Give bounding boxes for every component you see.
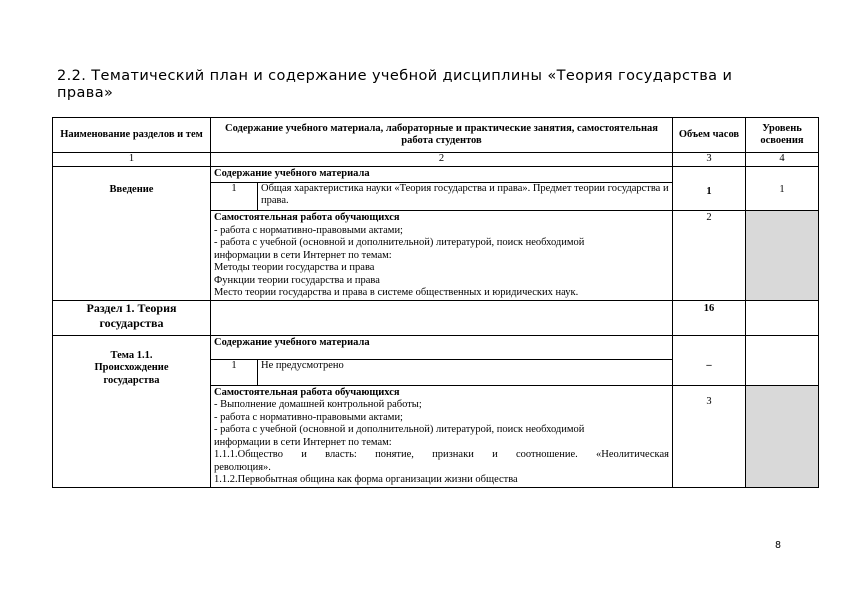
column-number: 3	[673, 153, 746, 167]
section1-name: Раздел 1. Теория государства	[53, 300, 211, 335]
topic11-item-number: 1	[211, 360, 258, 385]
topic11-sr-heading: Самостоятельная работа обучающихся	[214, 386, 400, 398]
grey-cell	[746, 211, 819, 301]
intro-sr-line: - работа с нормативно-правовыми актами;	[214, 224, 403, 236]
table-row	[53, 167, 819, 211]
intro-hours: 1	[673, 167, 746, 211]
page-number: 8	[775, 540, 782, 551]
intro-sr-line: Функции теории государства и права	[214, 274, 380, 286]
intro-item-table	[211, 182, 672, 211]
intro-sr-line: информации в сети Интернет по темам:	[214, 249, 392, 261]
section1-hours: 16	[673, 300, 746, 335]
column-numbers-row	[53, 153, 819, 167]
topic11-hours: –	[673, 335, 746, 385]
intro-item-number: 1	[211, 182, 258, 210]
topic11-sr-tail	[214, 462, 669, 487]
topic11-sr-cell	[211, 385, 673, 487]
topic11-sr-line: - Выполнение домашней контрольной работы;	[214, 399, 422, 410]
column-number: 1	[53, 153, 211, 167]
thematic-plan-table	[52, 117, 819, 488]
list-item	[211, 182, 672, 210]
intro-content-cell	[211, 167, 673, 211]
header-level: Уровень освоения	[746, 118, 819, 153]
topic11-content-cell	[211, 335, 673, 385]
page-title: 2.2. Тематический план и содержание учебной дисциплины «Теория государства и права»	[57, 68, 733, 101]
topic11-sr-lines	[214, 399, 669, 449]
header-hours: Объем часов	[673, 118, 746, 153]
intro-name: Введение	[53, 167, 211, 301]
grey-cell	[746, 385, 819, 487]
intro-sr-cell	[211, 211, 673, 301]
intro-sr-heading: Самостоятельная работа обучающихся	[214, 212, 400, 223]
header-section-name: Наименование разделов и тем	[53, 118, 211, 153]
header-content: Содержание учебного материала, лабораторные и практические занятия, самостоятельная работа студентов	[211, 118, 673, 153]
topic11-content-heading: Содержание учебного материала	[214, 336, 370, 348]
intro-sr-line: - работа с учебной (основной и дополнительной) литературой, поиск необходимой	[214, 237, 585, 248]
intro-sr-hours: 2	[673, 211, 746, 301]
table-row	[53, 300, 819, 335]
intro-content-heading: Содержание учебного материала	[214, 168, 370, 179]
empty-cell	[746, 335, 819, 385]
list-item	[211, 360, 672, 385]
header-row	[53, 118, 819, 153]
empty-cell	[211, 300, 673, 335]
topic11-sr-line: информации в сети Интернет по темам:	[214, 436, 392, 448]
topic11-name: Тема 1.1. Происхождение государства	[53, 335, 211, 487]
intro-sr-lines	[214, 225, 669, 300]
intro-item-text: Общая характеристика науки «Теория государства и права». Предмет теории государства и права.	[258, 182, 673, 210]
topic11-sr-line: 1.1.2.Первобытная община как форма организации жизни общества	[214, 474, 518, 485]
topic11-sr-line: - работа с нормативно-правовыми актами;	[214, 411, 403, 423]
topic11-sr-line: революция».	[214, 461, 271, 473]
topic11-sr-hours: 3	[673, 385, 746, 487]
intro-sr-line: Место теории государства и права в системе общественных и юридических наук.	[214, 287, 579, 298]
topic11-item-text: Не предусмотрено	[258, 360, 673, 385]
intro-sr-line: Методы теории государства и права	[214, 262, 375, 273]
empty-cell	[746, 300, 819, 335]
topic11-sr-line: - работа с учебной (основной и дополнительной) литературой, поиск необходимой	[214, 424, 585, 435]
topic11-sr-justified-line: 1.1.1.Общество и власть: понятие, признаки и соотношение. «Неолитическая	[214, 449, 669, 460]
column-number: 2	[211, 153, 673, 167]
topic11-item-table	[211, 359, 672, 385]
table-row	[53, 335, 819, 385]
intro-level: 1	[746, 167, 819, 211]
column-number: 4	[746, 153, 819, 167]
